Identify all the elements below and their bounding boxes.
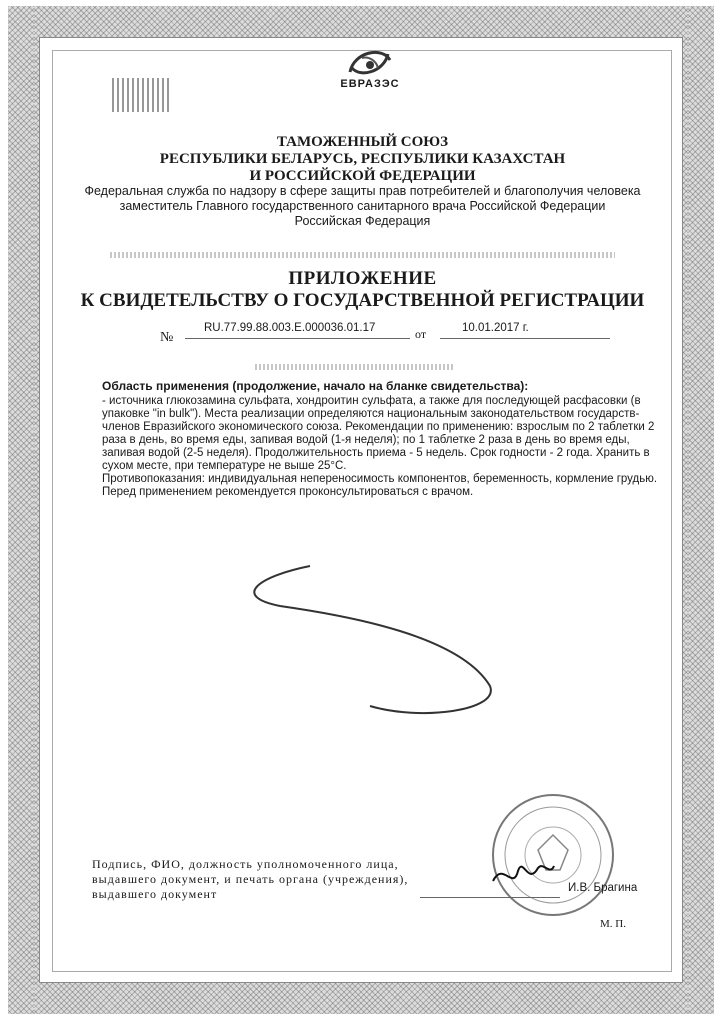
registration-date-label: от: [415, 327, 427, 341]
authority-line1: Федеральная служба по надзору в сфере защиты прав потребителей и благополучия человека: [84, 184, 641, 198]
registration-no-label: №: [160, 330, 174, 345]
authority-line2: заместитель Главного государственного санитарного врача Российской Федерации: [119, 199, 606, 213]
authority-line3: Российская Федерация: [294, 214, 431, 228]
title-line2: К СВИДЕТЕЛЬСТВУ О ГОСУДАРСТВЕННОЙ РЕГИСТРАЦИИ: [80, 290, 645, 311]
large-signature-mark: [220, 536, 520, 726]
application-paragraph: - источника глюкозамина сульфата, хондроитин сульфата, а также для последующей расфасовки (в упаковке "in bulk"). Места реализации определяются национальным законодательством государств-членов Евразийского экономического союза. Рекомендации по применению: взрослым по 2 таблетки 2 раза в день, во время еды, запивая водой (1-я неделя); по 1 таблетке 2 раза в день во время еды, запивая водой (2-5 неделя). Продолжительность приема - 5 недель. Срок годности - 2 года. Хранить в сухом месте, при температуре не выше 25°С.: [102, 395, 655, 472]
number-underline: [185, 338, 410, 339]
signer-name: И.В. Брагина: [568, 882, 638, 894]
official-seal-icon: [488, 790, 618, 920]
emblem-label: ЕВРАЗЭС: [340, 78, 400, 90]
title-line1: ПРИЛОЖЕНИЕ: [288, 268, 437, 289]
header-union: [60, 134, 665, 185]
header-line3: И РОССИЙСКОЙ ФЕДЕРАЦИИ: [249, 168, 476, 184]
header-line1: ТАМОЖЕННЫЙ СОЮЗ: [276, 134, 449, 150]
contraindications-paragraph: Противопоказания: индивидуальная непереносимость компонентов, беременность, кормление грудью. Перед применением рекомендуется проконсультироваться с врачом.: [102, 473, 658, 498]
signature-icon: [488, 856, 558, 896]
serial-pattern: [112, 78, 170, 112]
registration-number: RU.77.99.88.003.Е.000036.01.17: [204, 322, 376, 334]
date-underline: [440, 338, 610, 339]
application-heading: Область применения (продолжение, начало на бланке свидетельства):: [102, 379, 529, 393]
stamp-mark: М. П.: [600, 918, 626, 930]
signature-line: [420, 897, 560, 898]
guilloche-line: [110, 252, 615, 258]
header-authority: [60, 184, 665, 229]
header-line2: РЕСПУБЛИКИ БЕЛАРУСЬ, РЕСПУБЛИКИ КАЗАХСТАН: [159, 151, 566, 167]
signature-caption: Подпись, ФИО, должность уполномоченного лица, выдавшего документ, и печать органа (учреждения), выдавшего документ: [92, 857, 409, 901]
registration-date: 10.01.2017 г.: [462, 322, 529, 334]
application-text: [102, 380, 662, 499]
guilloche-line-small: [255, 364, 455, 370]
